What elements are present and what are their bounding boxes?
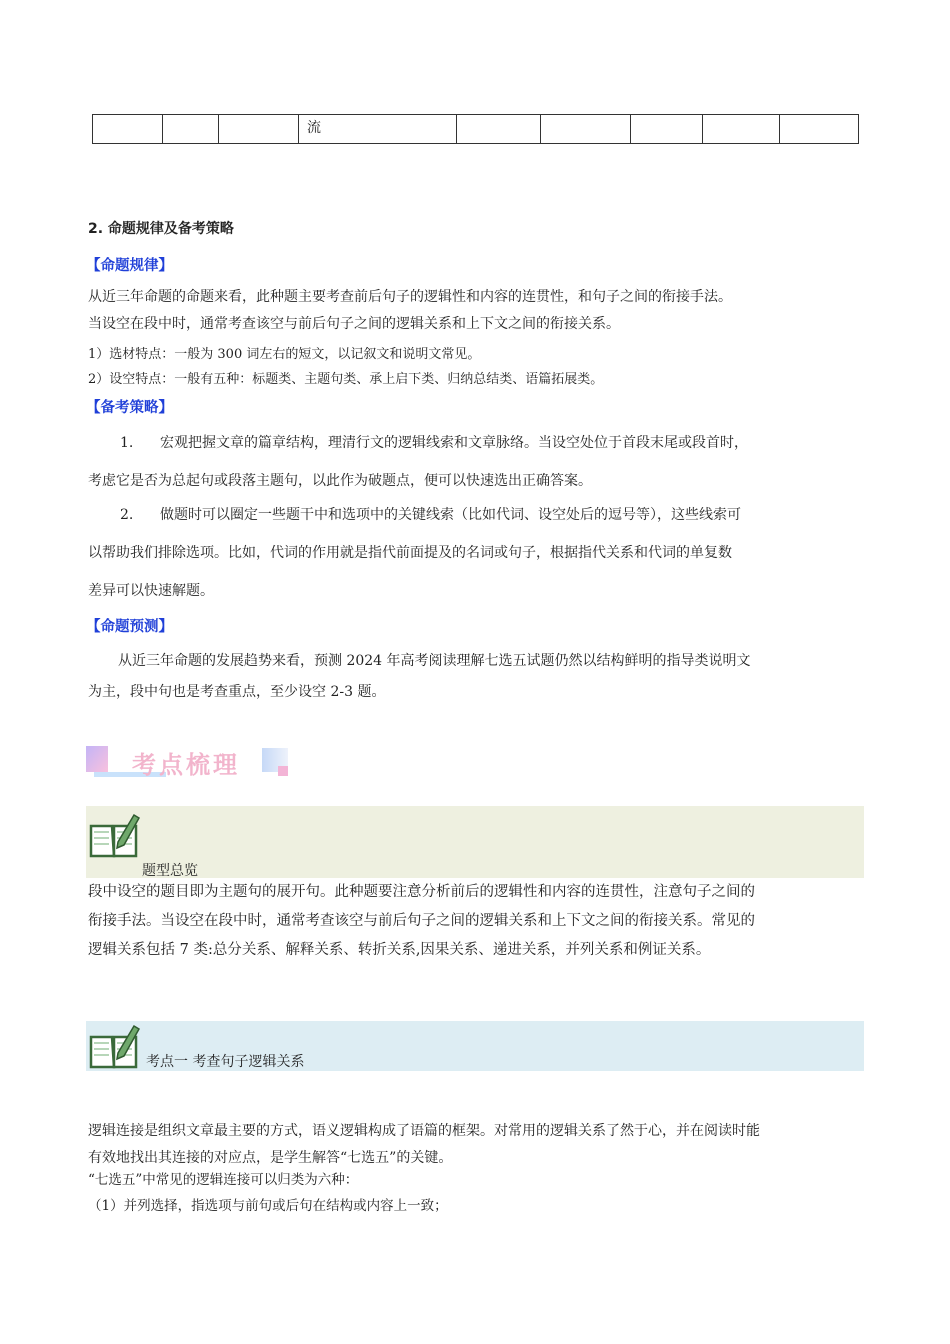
table-cell — [93, 115, 163, 144]
table-cell — [703, 115, 780, 144]
overview-box — [86, 806, 864, 878]
list-number: 1. — [120, 435, 134, 451]
point-one-box — [86, 1021, 864, 1071]
top-table — [92, 114, 859, 144]
overview-line: 段中设空的题目即为主题句的展开句。此种题要注意分析前后的逻辑性和内容的连贯性，注意句子之间的 — [88, 884, 755, 900]
book-pencil-icon — [88, 812, 140, 858]
overview-paragraph — [88, 878, 863, 965]
predict-tag: 【命题预测】 — [86, 619, 173, 635]
point-one-item: （1）并列选择，指选项与前句或后句在结构或内容上一致； — [88, 1198, 448, 1214]
point-one-intro: “七选五”中常见的逻辑连接可以归类为六种： — [88, 1172, 359, 1188]
point-blanks: 2）设空特点：一般有五种：标题类、主题句类、承上启下类、归纳总结类、语篇拓展类。 — [88, 372, 604, 387]
table-cell: 流 — [299, 115, 457, 144]
overview-label: 题型总览 — [142, 863, 198, 879]
table-cell — [457, 115, 541, 144]
predict-line: 为主，段中句也是考查重点，至少设空 2-3 题。 — [88, 684, 386, 700]
rule-tag: 【命题规律】 — [86, 258, 173, 274]
predict-line: 从近三年命题的发展趋势来看，预测 2024 年高考阅读理解七选五试题仍然以结构鲜明的指导类说明文 — [118, 653, 751, 669]
strategy-line: 考虑它是否为总起句或段落主题句，以此作为破题点，便可以快速选出正确答案。 — [88, 473, 592, 489]
book-pencil-icon — [88, 1023, 140, 1069]
point-material: 1）选材特点：一般为 300 词左右的短文，以记叙文和说明文常见。 — [88, 347, 481, 362]
table-cell — [541, 115, 631, 144]
section-banner — [86, 742, 291, 784]
strategy-line: 以帮助我们排除选项。比如，代词的作用就是指代前面提及的名词或句子，根据指代关系和代词的单复数 — [88, 545, 732, 561]
point-one-paragraph — [88, 1118, 863, 1172]
strategy-tag: 【备考策略】 — [86, 400, 173, 416]
table-cell — [780, 115, 859, 144]
strategy-paragraph-2 — [88, 496, 863, 610]
strategy-line: 做题时可以圈定一些题干中和选项中的关键线索（比如代词、设空处后的逗号等），这些线索可 — [160, 507, 741, 523]
overview-line: 衔接手法。当设空在段中时，通常考查该空与前后句子之间的逻辑关系和上下文之间的衔接关系。常见的 — [88, 913, 755, 929]
point-one-line: 有效地找出其连接的对应点，是学生解答“七选五”的关键。 — [88, 1150, 453, 1166]
overview-line: 逻辑关系包括 7 类:总分关系、解释关系、转折关系,因果关系、递进关系，并列关系和例证关系。 — [88, 942, 711, 958]
banner-title: 考点梳理 — [132, 751, 240, 779]
strategy-paragraph-1 — [88, 424, 863, 500]
table-cell — [631, 115, 703, 144]
section-heading: 2. 命题规律及备考策略 — [88, 221, 234, 237]
list-number: 2. — [120, 507, 134, 523]
table-cell — [163, 115, 219, 144]
point-one-label: 考点一 考查句子逻辑关系 — [146, 1054, 305, 1070]
rule-line: 当设空在段中时，通常考查该空与前后句子之间的逻辑关系和上下文之间的衔接关系。 — [88, 316, 620, 332]
table-row — [93, 115, 859, 144]
rule-line: 从近三年命题的命题来看，此种题主要考查前后句子的逻辑性和内容的连贯性，和句子之间的衔接手法。 — [88, 289, 732, 305]
strategy-line: 差异可以快速解题。 — [88, 583, 214, 599]
predict-paragraph — [88, 646, 863, 708]
strategy-line: 宏观把握文章的篇章结构，理清行文的逻辑线索和文章脉络。当设空处位于首段末尾或段首时， — [160, 435, 748, 451]
rule-paragraph — [88, 284, 863, 338]
point-one-line: 逻辑连接是组织文章最主要的方式，语义逻辑构成了语篇的框架。对常用的逻辑关系了然于心，并在阅读时能 — [88, 1123, 760, 1139]
table-cell — [219, 115, 299, 144]
